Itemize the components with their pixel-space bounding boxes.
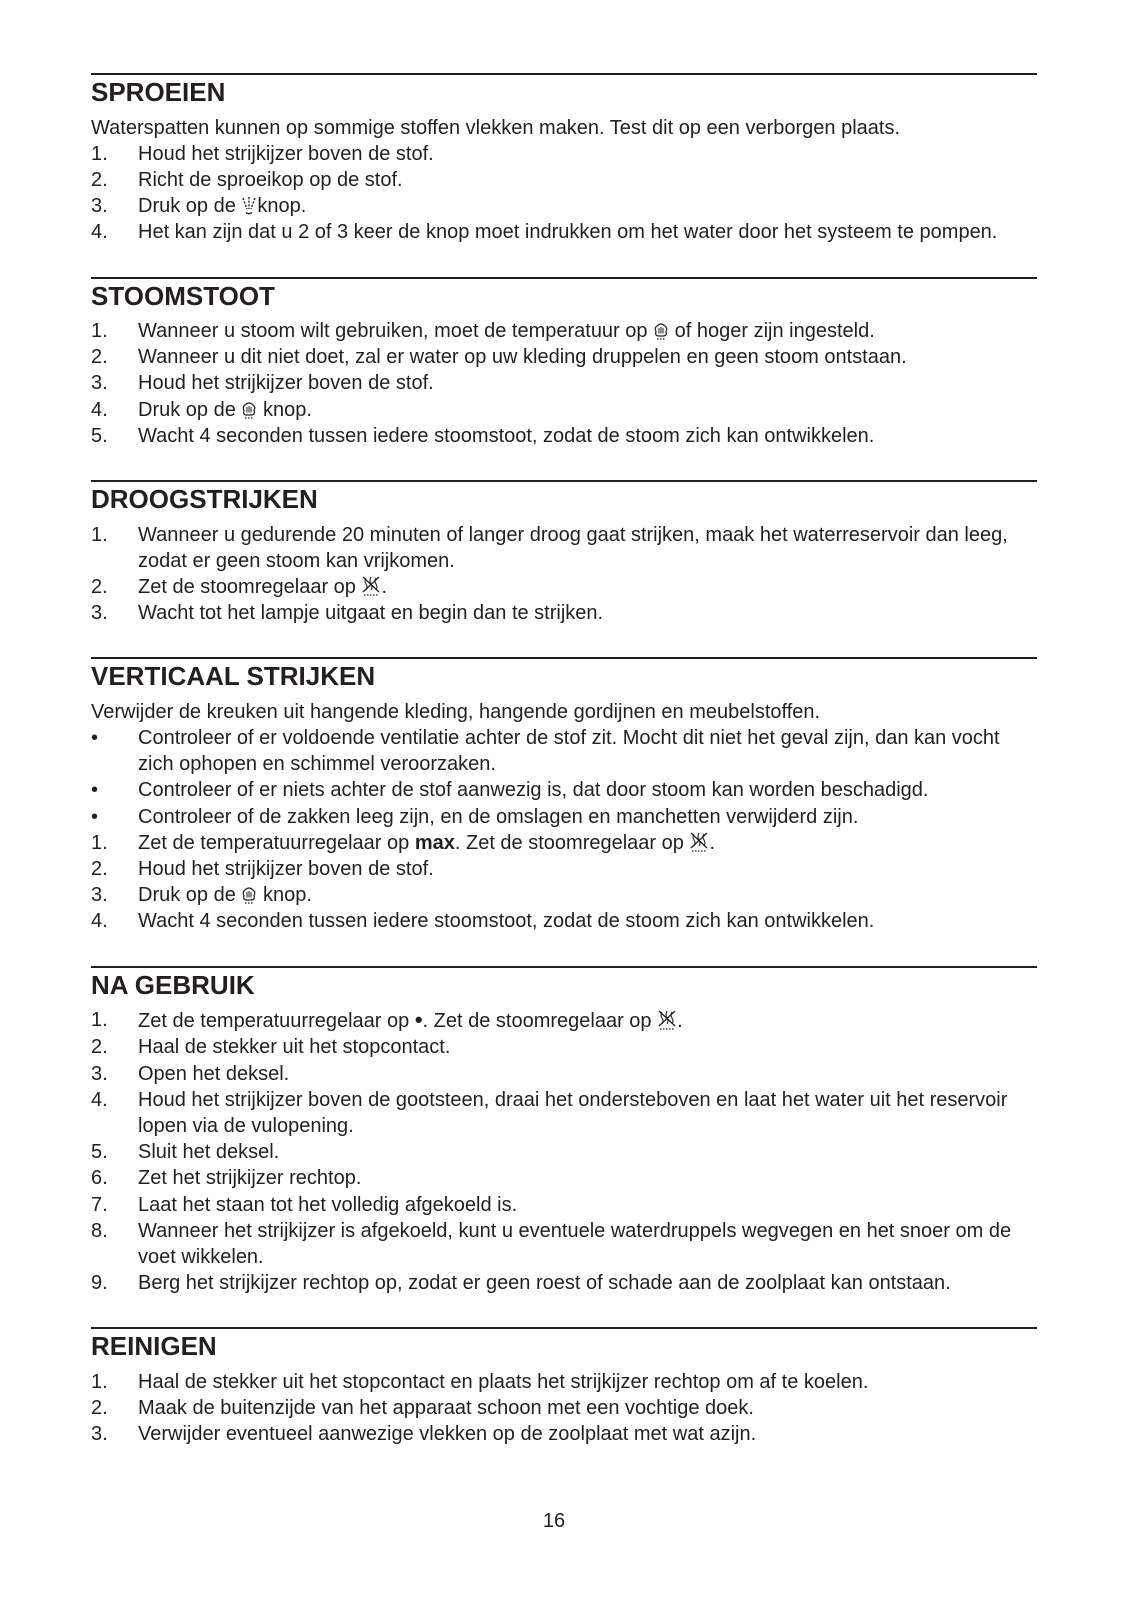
item-text: Wacht tot het lampje uitgaat en begin dan te strijken. [138,602,604,625]
item-text: Verwijder eventueel aanwezige vlekken op de zoolplaat met wat azijn. [138,1423,757,1446]
item-text-part: . [381,575,388,598]
list-item [91,397,1037,423]
item-text: Controleer of er niets achter de stof aanwezig is, dat door stoom kan worden beschadigd. [138,779,929,802]
item-text: Zet het strijkijzer rechtop. [138,1167,362,1190]
item-number: 5. [91,424,108,447]
item-text: Wanneer het strijkijzer is afgekoeld, kunt u eventuele waterdruppels wegvegen en het snoer om de voet wikkelen. [138,1219,1012,1268]
list-item [91,1421,1037,1447]
steam-shot-icon [241,400,257,420]
item-text-part: of hoger zijn ingesteld. [669,320,875,343]
item-number: 5. [91,1141,108,1164]
no-steam-icon [361,575,381,597]
item-number: 4. [91,910,108,933]
list-item [91,522,1037,574]
item-text: Houd het strijkijzer boven de stof. [138,142,434,165]
item-bullet: • [91,727,99,750]
item-text: Wacht 4 seconden tussen iedere stoomstoot, zodat de stoom zich kan ontwikkelen. [138,910,875,933]
item-text-part: Druk op de [138,884,242,907]
list-item [91,777,1037,803]
list-item [91,574,1037,600]
item-text: Houd het strijkijzer boven de stof. [138,858,434,881]
item-number: 2. [91,575,108,598]
item-text-part: . Zet de stoomregelaar op [454,831,690,854]
spray-icon [241,196,257,216]
item-number: 2. [91,1036,108,1059]
item-text-part: . [677,1010,683,1033]
section-heading: DROOGSTRIJKEN [91,484,318,515]
section-heading: STOOMSTOOT [91,280,275,311]
item-text: Controleer of er voldoende ventilatie achter de stof zit. Mocht dit niet het geval zijn, dan kan vocht zich ophopen en schimmel veroorzaken. [138,727,1000,776]
list-item [91,882,1037,908]
item-number: 1. [91,1370,108,1393]
item-number: 1. [91,831,108,854]
item-text-part: Zet de temperatuurregelaar op [138,831,415,854]
max-setting-label: max [414,831,455,854]
item-text-part: . [709,831,715,854]
item-number: 9. [91,1272,108,1295]
list-item [91,1369,1037,1395]
item-text: Haal de stekker uit het stopcontact en plaats het strijkijzer rechtop om af te koelen. [138,1370,869,1393]
item-text-part: Druk op de [138,195,242,218]
section-stoomstoot [91,277,1037,450]
steam-shot-icon [241,885,257,905]
section-verticaal-strijken [91,657,1037,934]
section-sproeien [91,73,1037,246]
list-item [91,1218,1037,1270]
item-text [138,318,1026,344]
item-text: Controleer of de zakken leeg zijn, en de omslagen en manchetten verwijderd zijn. [138,805,859,828]
section-heading: SPROEIEN [91,77,226,107]
list-item [91,830,1037,856]
item-number: 4. [91,1088,108,1111]
item-text [138,397,1026,423]
item-text-part: knop. [257,195,307,218]
section-heading: REINIGEN [91,1331,217,1362]
list-item [91,1192,1037,1218]
item-number: 4. [91,398,108,421]
list-item [91,370,1037,396]
list-item [91,1395,1037,1421]
list-item [91,1061,1037,1087]
list-item [91,600,1037,626]
list-item [91,423,1037,449]
item-number: 3. [91,1062,108,1085]
item-text-part: knop. [257,398,312,421]
item-number: 8. [91,1219,108,1242]
item-number: 6. [91,1167,108,1190]
section-heading: VERTICAAL STRIJKEN [91,661,376,692]
item-text: Het kan zijn dat u 2 of 3 keer de knop moet indrukken om het water door het systeem te pompen. [138,221,998,244]
list-item [91,193,1037,219]
list-item [91,219,1037,245]
list-item [91,908,1037,934]
item-number: 2. [91,1397,108,1420]
item-text: Wanneer u gedurende 20 minuten of langer droog gaat strijken, maak het waterreservoir dan leeg, zodat er geen stoom kan vrijkomen. [138,523,1008,572]
item-text [138,830,1026,856]
list-item [91,344,1037,370]
item-number: 1. [91,142,108,165]
item-text: Open het deksel. [138,1062,290,1085]
item-number: 1. [91,523,108,546]
item-text: Maak de buitenzijde van het apparaat schoon met een vochtige doek. [138,1397,754,1420]
no-steam-icon [689,831,709,853]
list-item [91,804,1037,830]
item-text-part: Wanneer u stoom wilt gebruiken, moet de temperatuur op [138,320,654,343]
page-number: 16 [542,1510,566,1532]
item-text: Wanneer u dit niet doet, zal er water op uw kleding druppelen en geen stoom ontstaan. [138,346,907,369]
item-text-part: Zet de temperatuurregelaar op [138,1010,415,1033]
item-text [138,574,1026,600]
section-na-gebruik [91,966,1037,1297]
list-item [91,725,1037,777]
section-intro: Waterspatten kunnen op sommige stoffen vlekken maken. Test dit op een verborgen plaats. [91,116,900,139]
item-text: Berg het strijkijzer rechtop op, zodat er geen roest of schade aan de zoolplaat kan ontstaan. [138,1272,951,1295]
list-item [91,1007,1037,1034]
item-number: 3. [91,372,108,395]
item-text [138,1007,1026,1034]
list-item [91,856,1037,882]
item-text: Richt de sproeikop op de stof. [138,168,403,191]
item-text [138,193,1026,219]
list-item [91,1270,1037,1296]
list-item [91,1034,1037,1060]
list-item [91,141,1037,167]
item-text: Sluit het deksel. [138,1141,280,1164]
item-number: 1. [91,1009,108,1032]
item-text [138,882,1026,908]
page-content [91,73,1037,1479]
item-number: 2. [91,168,108,191]
list-item [91,318,1037,344]
item-number: 3. [91,1423,108,1446]
item-number: 2. [91,346,108,369]
section-droogstrijken [91,480,1037,626]
list-item [91,1087,1037,1139]
item-number: 3. [91,602,108,625]
item-bullet: • [91,779,99,802]
item-number: 2. [91,858,108,881]
item-text-part: . Zet de stoomregelaar op [422,1010,658,1033]
item-text-part: knop. [257,884,312,907]
item-text: Houd het strijkijzer boven de stof. [138,372,434,395]
item-number: 3. [91,884,108,907]
section-intro: Verwijder de kreuken uit hangende kleding, hangende gordijnen en meubelstoffen. [91,700,821,723]
item-number: 7. [91,1193,108,1216]
item-number: 4. [91,221,108,244]
item-text: Wacht 4 seconden tussen iedere stoomstoot, zodat de stoom zich kan ontwikkelen. [138,424,875,447]
list-item [91,167,1037,193]
item-bullet: • [91,805,99,828]
no-steam-icon [657,1009,677,1031]
item-text: Laat het staan tot het volledig afgekoeld is. [138,1193,518,1216]
item-number: 3. [91,195,108,218]
list-item [91,1139,1037,1165]
section-reinigen [91,1327,1037,1447]
temperature-dot-symbol: • [414,1007,423,1033]
item-text: Haal de stekker uit het stopcontact. [138,1036,451,1059]
steam-shot-icon [653,321,669,341]
item-text-part: Druk op de [138,398,242,421]
section-heading: NA GEBRUIK [91,969,255,1000]
item-text-part: Zet de stoomregelaar op [138,575,362,598]
item-number: 1. [91,320,108,343]
item-text: Houd het strijkijzer boven de gootsteen, draai het ondersteboven en laat het water uit het reservoir lopen via de vulopening. [138,1088,1008,1137]
list-item [91,1165,1037,1191]
